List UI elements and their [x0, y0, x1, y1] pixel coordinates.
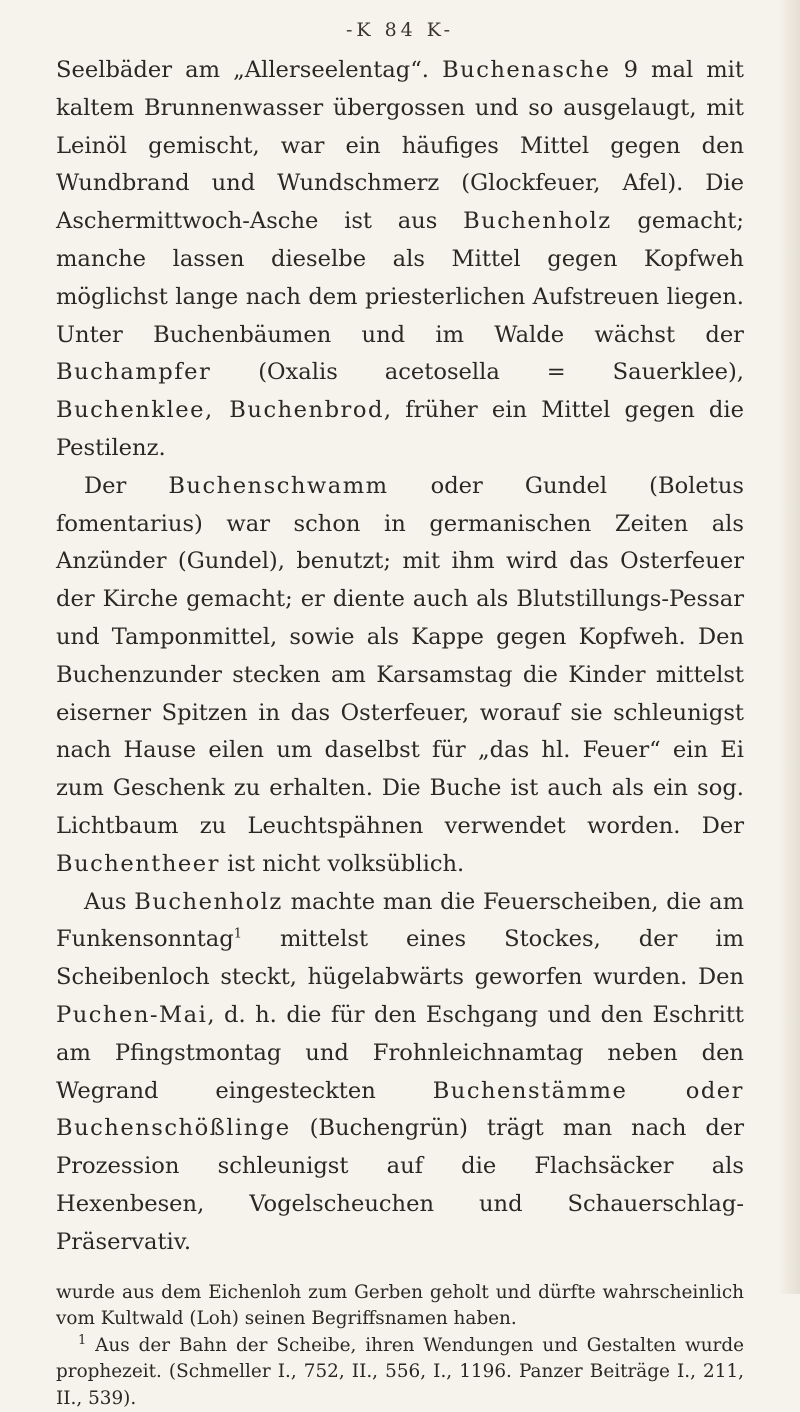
text-run: (Oxalis acetosella = Sauerklee), [211, 359, 744, 385]
text-run: , früher ein Mittel gegen die Pestilenz. [56, 397, 744, 461]
text-run: gemacht; manche lassen dieselbe als Mittel gegen Kopfweh möglichst lange nach dem priesterlichen Aufstreuen liegen. Unter Buchenbäumen und im Walde wächst der [56, 208, 744, 347]
running-head: -K 84 K- [56, 14, 744, 46]
text-run: machte man die Feuerscheiben, die am Funkensonntag [56, 889, 744, 953]
spaced-term: Buchenasche [442, 57, 610, 83]
text-run: ist nicht volksüblich. [220, 851, 464, 877]
spaced-term: Buchenklee, Buchenbrod [56, 397, 384, 423]
paragraph [56, 468, 744, 884]
text-run: Aus [84, 889, 134, 915]
footnotes [56, 1280, 744, 1412]
page-edge-shadow [778, 0, 800, 1294]
spaced-term: Buchenstämme oder Buchenschößlinge [56, 1078, 744, 1142]
spaced-term: Buchenholz [463, 208, 612, 234]
text-run: , d. h. die für den Eschgang und den Eschritt am Pfingstmontag und Frohnleichnamtag neben den Wegrand eingesteckten [56, 1002, 744, 1104]
text-run: (Buchengrün) trägt man nach der Prozession schleunigst auf die Flachsäcker als Hexenbesen, Vogelscheuchen und Schauerschlag-Präservativ. [56, 1115, 744, 1254]
text-run: 9 mal mit kaltem Brunnenwasser übergossen und so ausgelaugt, mit Leinöl gemischt, war ein häufiges Mittel gegen den Wundbrand und Wundschmerz (Glockfeuer, Afel). Die Aschermittwoch-Asche ist aus [56, 57, 744, 234]
spaced-term: Puchen-Mai [56, 1002, 207, 1028]
footnote-text: wurde aus dem Eichenloh zum Gerben geholt und dürfte wahrscheinlich vom Kultwald (Loh) seinen Begriffsnamen haben. [56, 1282, 744, 1330]
footnote-number: 1 [78, 1332, 86, 1347]
text-run: mittelst eines Stockes, der im Scheibenloch steckt, hügelabwärts geworfen wurden. Den [56, 926, 744, 990]
body-text [56, 52, 744, 1262]
text-run: Seelbäder am „Allerseelentag“. [56, 57, 442, 83]
spaced-term: Buchenholz [134, 889, 283, 915]
paragraph [56, 52, 744, 468]
footnote-text: Aus der Bahn der Scheibe, ihren Wendungen und Gestalten wurde prophezeit. (Schmeller I., 752, II., 556, I., 1196. Panzer Beiträge I., 211, II., 539). [56, 1335, 744, 1409]
paragraph [56, 884, 744, 1262]
footnote [56, 1333, 744, 1412]
spaced-term: Buchenschwamm [168, 473, 388, 499]
footnote [56, 1280, 744, 1333]
text-run: oder Gundel (Boletus fomentarius) war schon in germanischen Zeiten als Anzünder (Gundel), benutzt; mit ihm wird das Osterfeuer der Kirche gemacht; er diente auch als Blutstillungs-Pessar und Tamponmittel, sowie als Kappe gegen Kopfweh. Den Buchenzunder stecken am Karsamstag die Kinder mittelst eiserner Spitzen in das Osterfeuer, worauf sie schleunigst nach Hause eilen um daselbst für „das hl. Feuer“ ein Ei zum Geschenk zu erhalten. Die Buche ist auch als ein sog. Lichtbaum zu Leuchtspähnen verwendet worden. Der [56, 473, 744, 839]
spaced-term: Buchampfer [56, 359, 211, 385]
footnote-marker: 1 [234, 927, 242, 942]
text-run: Der [84, 473, 168, 499]
spaced-term: Buchentheer [56, 851, 220, 877]
